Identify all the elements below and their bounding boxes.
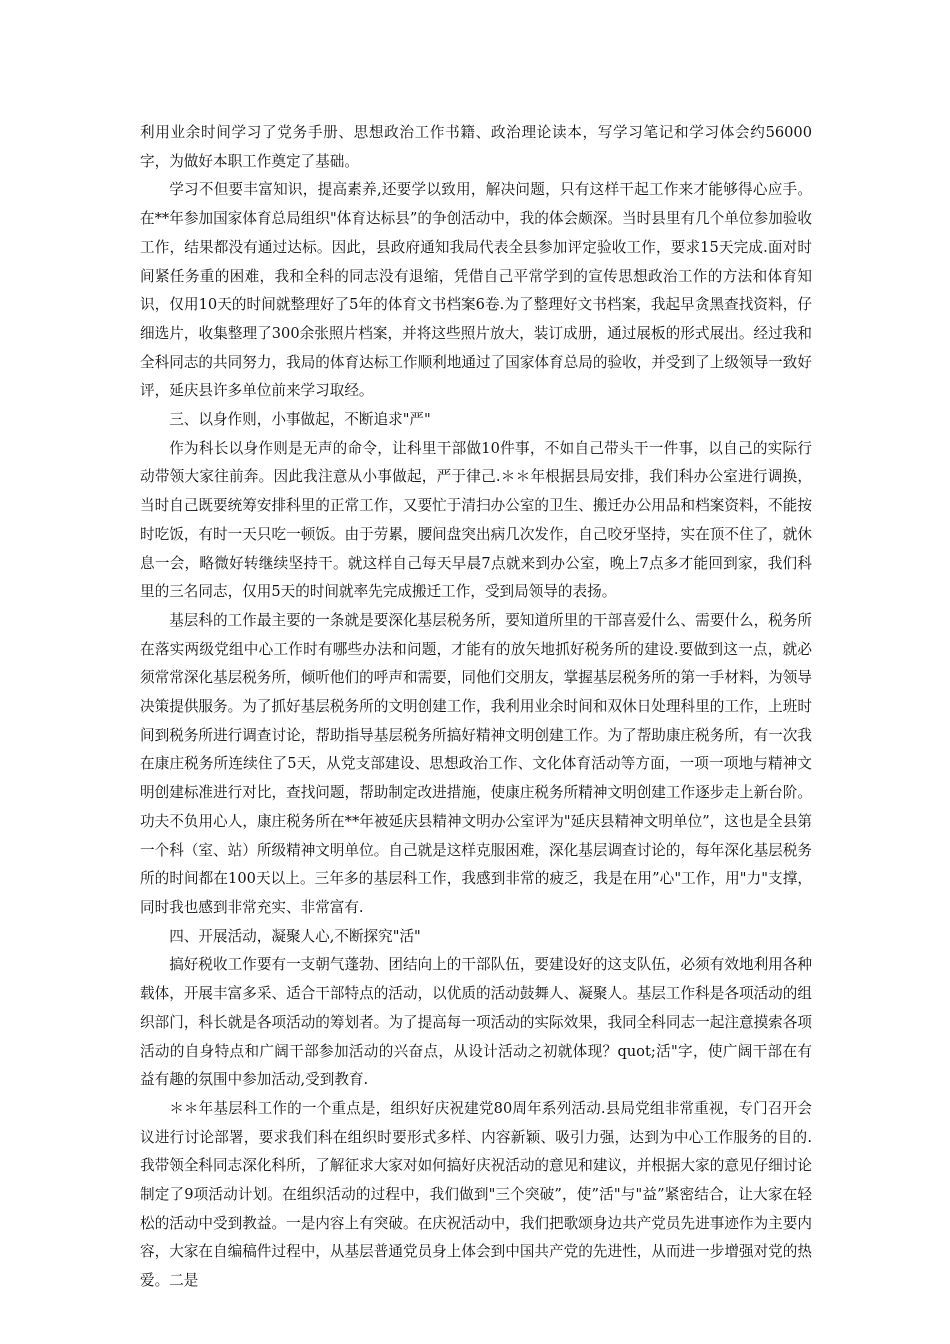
paragraph-lead-by-example: 作为科长以身作则是无声的命令，让科里干部做10件事，不如自己带头干一件事，以自己的实际行动带领大家往前奔。因此我注意从小事做起，严于律己.＊＊年根据县局安排，我们科办公室进行调换，当时自己既要统筹安排科里的正常工作，又要忙于清扫办公室的卫生、搬迁办公用品和档案资料，不能按时吃饭，有时一天只吃一顿饭。由于劳累，腰间盘突出病几次发作，自己咬牙坚持，实在顶不住了，就休息一会，略微好转继续坚持干。就这样自己每天早晨7点就来到办公室，晚上7点多才能回到家，我们科里的三名同志，仅用5天的时间就率先完成搬迁工作，受到局领导的表扬。 [140, 439, 812, 601]
paragraph-anniversary: ＊＊年基层科工作的一个重点是，组织好庆祝建党80周年系列活动.县局党组非常重视，专门召开会议进行讨论部署，要求我们科在组织时要形式多样、内容新颖、吸引力强，达到为中心工作服务的目的.我带领全科同志深化科所，了解征求大家对如何搞好庆祝活动的意见和建议，并根据大家的意见仔细讨论制定了9项活动计划。在组织活动的过程中，我们做到"三个突破”，使”活"与"益”紧密结合，让大家在轻松的活动中受到教益。一是内容上有突破。在庆祝活动中，我们把歌颂身边共产党员先进事迹作为主要内容，大家在自编稿件过程中，从基层普通党员身上体会到中国共产党的先进性，从而进一步增强对党的热爱。二是 [140, 1099, 812, 1290]
section-heading-three: 三、以身作则，小事做起，不断追求"严" [169, 411, 431, 429]
document-body [140, 119, 812, 1296]
paragraph-grassroots: 基层科的工作最主要的一条就是要深化基层税务所，要知道所里的干部喜爱什么、需要什么，税务所在落实两级党组中心工作时有哪些办法和问题，才能有的放矢地抓好税务所的建设.要做到这一点，就必须常常深化基层税务所，倾听他们的呼声和需要，同他们交朋友，掌握基层税务所的第一手材料，为领导决策提供服务。为了抓好基层税务所的文明创建工作，我利用业余时间和双休日处理科里的工作，上班时间到税务所进行调查讨论，帮助指导基层税务所搞好精神文明创建工作。为了帮助康庄税务所，有一次我在康庄税务所连续住了5天，从党支部建设、思想政治工作、文化体育活动等方面，一项一项地与精神文明创建标准进行对比，查找问题，帮助制定改进措施，使康庄税务所精神文明创建工作逐步走上新台阶。功夫不负用心人，康庄税务所在**年被延庆县精神文明办公室评为"延庆县精神文明单位”，这也是全县第一个科（室、站）所级精神文明单位。自己就是这样克服困难，深化基层调查讨论的，每年深化基层税务所的时间都在100天以上。三年多的基层科工作，我感到非常的疲乏，我是在用”心"工作，用"力"支撑，同时我也感到非常充实、非常富有. [140, 611, 812, 916]
paragraph-study: 学习不但要丰富知识，提高素养,还要学以致用，解决问题，只有这样干起工作来才能够得心应手。在**年参加国家体育总局组织"体育达标县”的争创活动中，我的体会颇深。当时县里有几个单位参加验收工作，结果都没有通过达标。因此，县政府通知我局代表全县参加评定验收工作，要求15天完成.面对时间紧任务重的困难，我和全科的同志没有退缩，凭借自己平常学到的宣传思想政治工作的方法和体育知识，仅用10天的时间就整理好了5年的体育文书档案6卷.为了整理好文书档案，我起早贪黑查找资料，仔细选片，收集整理了300余张照片档案，并将这些照片放大，装订成册，通过展板的形式展出。经过我和全科同志的共同努力，我局的体育达标工作顺利地通过了国家体育总局的验收，并受到了上级领导一致好评，延庆县许多单位前来学习取经。 [140, 181, 812, 400]
paragraph-continued: 利用业余时间学习了党务手册、思想政治工作书籍、政治理论读本，写学习笔记和学习体会约56000字，为做好本职工作奠定了基础。 [140, 124, 812, 170]
section-heading-four: 四、开展活动，凝聚人心,不断探究"活" [169, 927, 421, 945]
paragraph-activities: 搞好税收工作要有一支朝气蓬勃、团结向上的干部队伍，要建设好的这支队伍，必须有效地利用各种载体，开展丰富多采、适合干部特点的活动，以优质的活动鼓舞人、凝聚人。基层工作科是各项活动的组织部门，科长就是各项活动的筹划者。为了提高每一项活动的实际效果，我同全科同志一起注意摸索各项活动的自身特点和广阔干部参加活动的兴奋点，从设计活动之初就体现？quot;活"字，使广阔干部在有益有趣的氛围中参加活动,受到教育. [140, 956, 812, 1089]
